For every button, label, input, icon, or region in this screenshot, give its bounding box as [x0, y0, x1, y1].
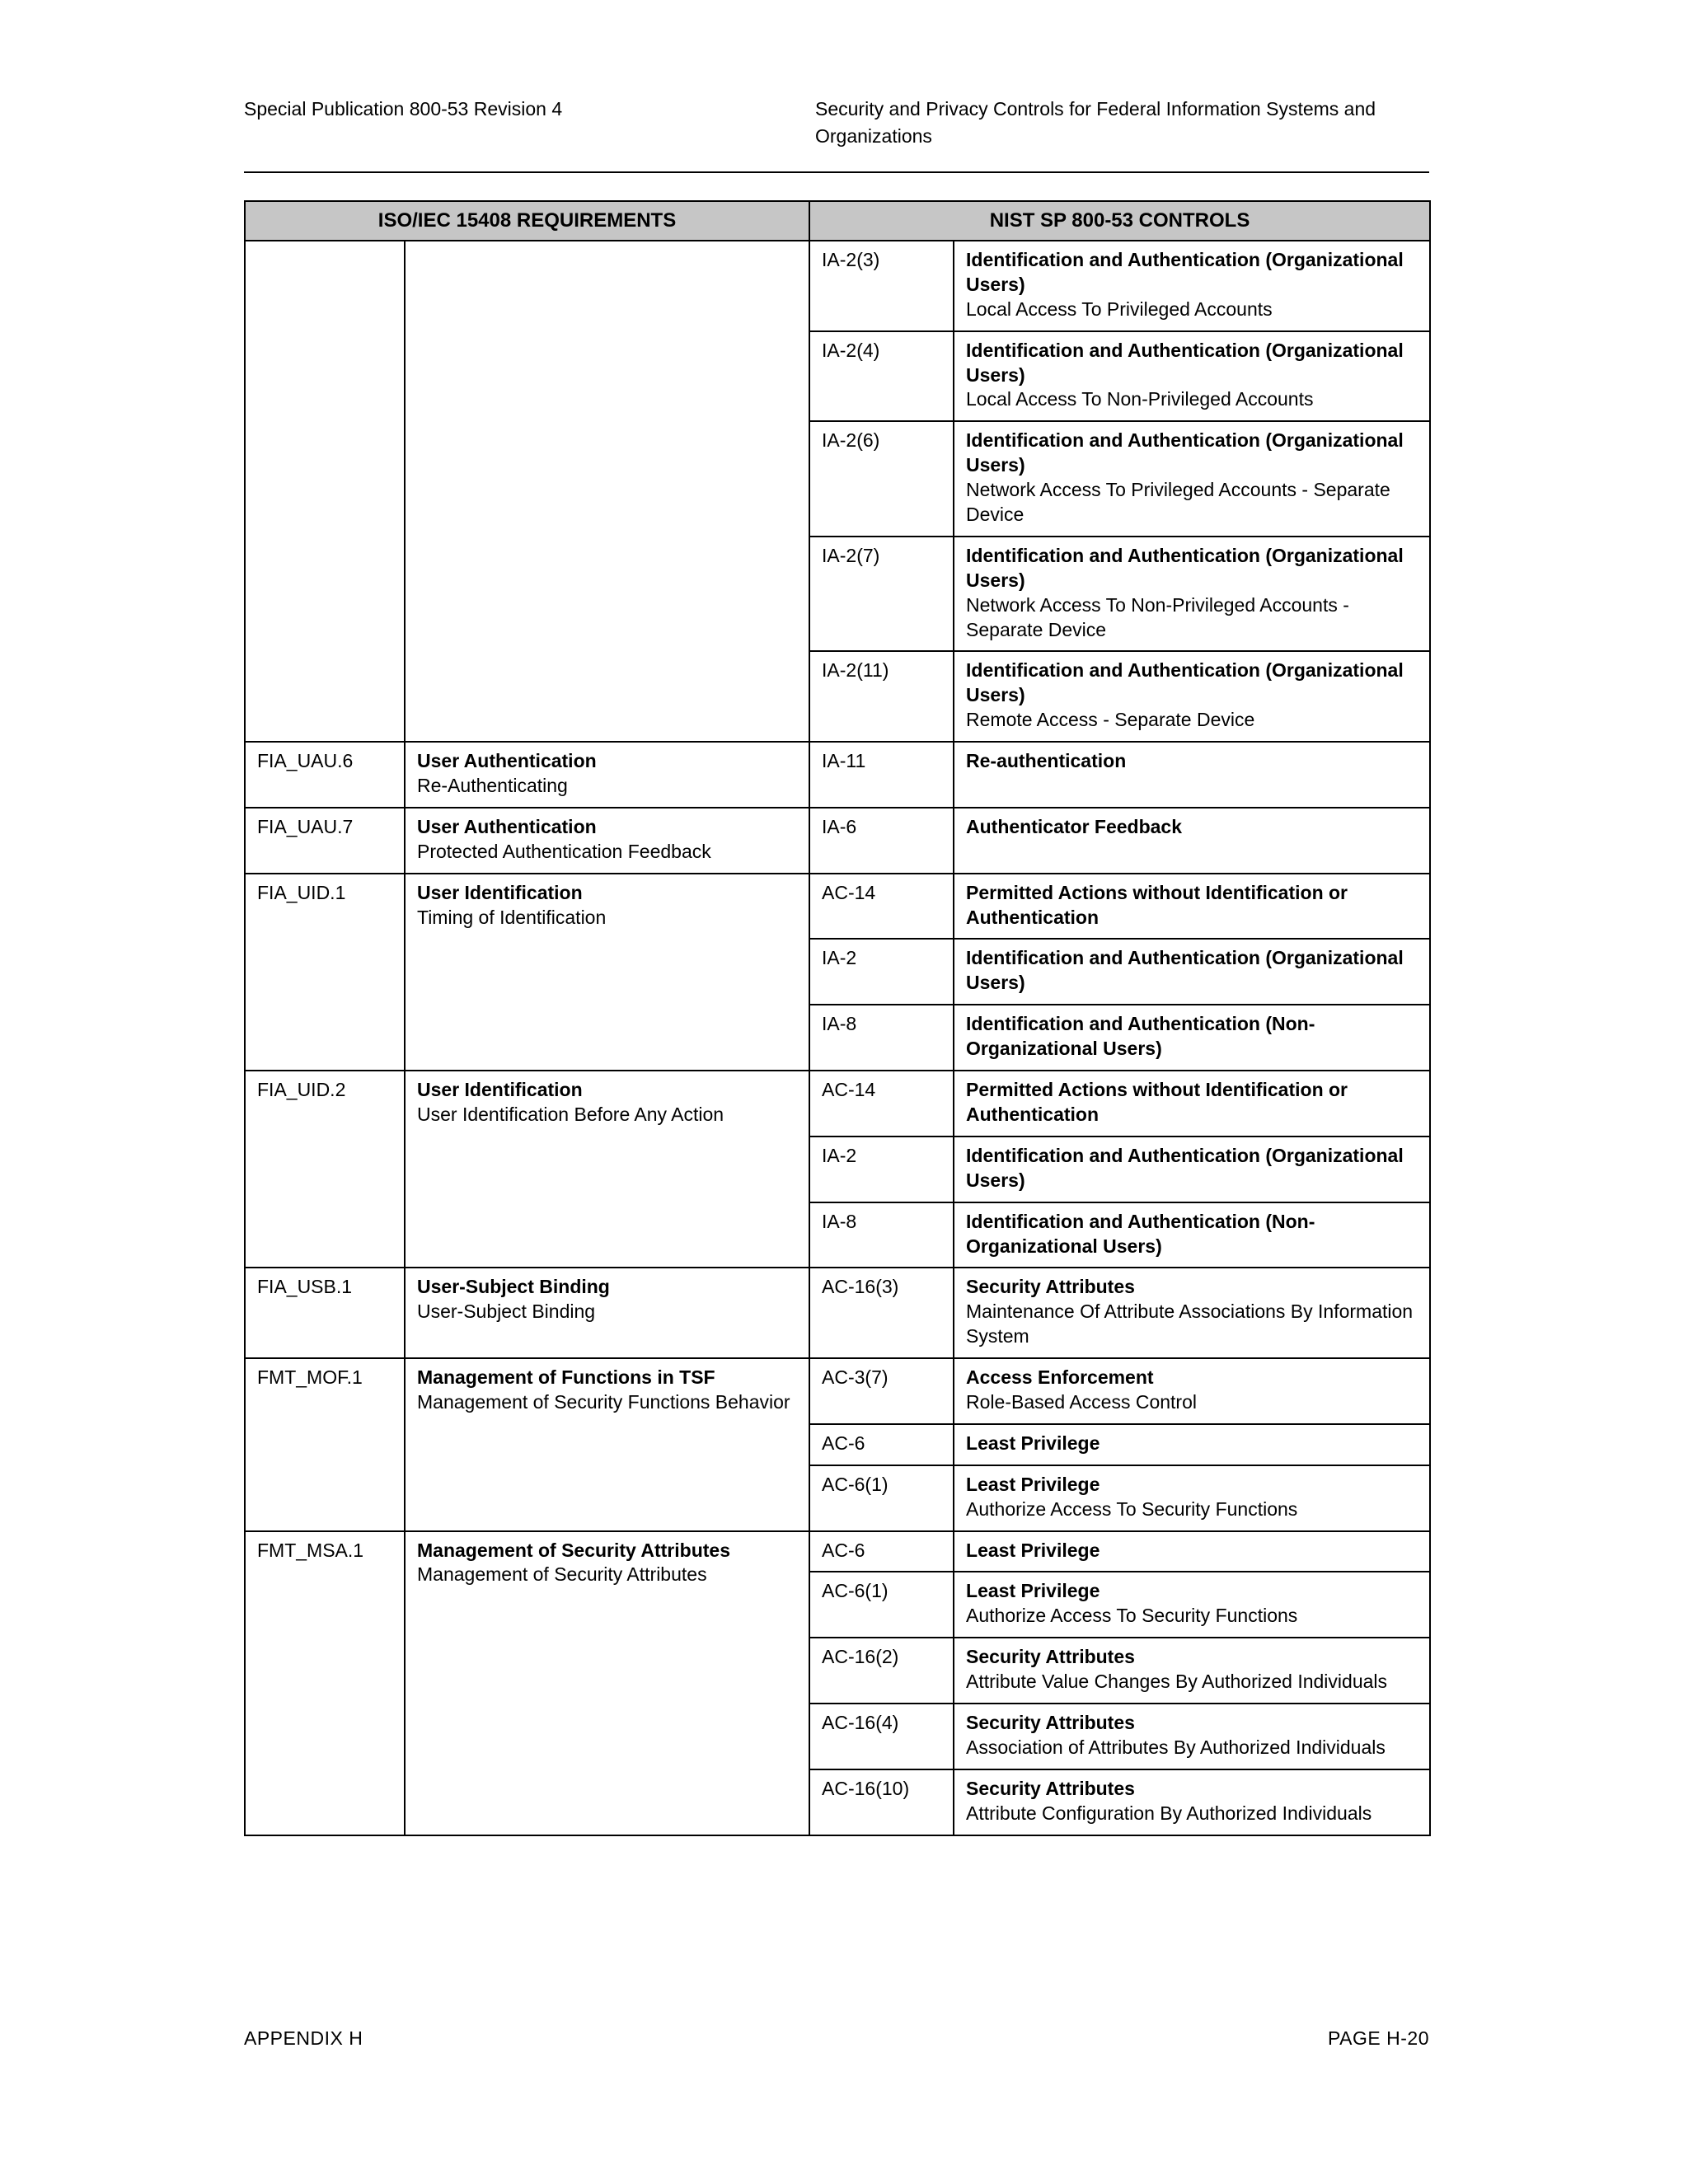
control-code-cell: AC-16(2)	[809, 1638, 954, 1704]
control-subtitle: Attribute Value Changes By Authorized Individuals	[966, 1671, 1388, 1693]
control-title: Identification and Authentication (Non-Organizational Users)	[966, 1013, 1315, 1060]
iso-desc-cell	[405, 1358, 809, 1530]
iso-subtitle: Protected Authentication Feedback	[417, 840, 711, 862]
iso-desc-cell	[405, 808, 809, 874]
table-row	[245, 808, 1430, 874]
control-code-cell: IA-8	[809, 1202, 954, 1268]
control-title: Security Attributes	[966, 1777, 1135, 1799]
control-title: Least Privilege	[966, 1580, 1100, 1602]
iso-subtitle: User-Subject Binding	[417, 1301, 596, 1323]
control-title: Security Attributes	[966, 1276, 1135, 1298]
header-rule	[244, 171, 1429, 173]
control-code-cell: AC-16(3)	[809, 1268, 954, 1358]
control-code-cell: IA-2(4)	[809, 331, 954, 422]
iso-title: User-Subject Binding	[417, 1276, 610, 1298]
control-desc-cell	[954, 1704, 1430, 1769]
table-row	[245, 1358, 1430, 1424]
control-title: Access Enforcement	[966, 1366, 1154, 1389]
iso-code-cell: FIA_UAU.7	[245, 808, 405, 874]
control-title: Identification and Authentication (Organizational Users)	[966, 544, 1404, 591]
iso-title: User Identification	[417, 881, 583, 903]
iso-desc-cell	[405, 742, 809, 808]
control-title: Permitted Actions without Identification or Authentication	[966, 881, 1348, 928]
control-title: Authenticator Feedback	[966, 815, 1183, 837]
iso-title: User Authentication	[417, 815, 597, 837]
control-desc-cell	[954, 1137, 1430, 1202]
iso-desc-cell-empty	[405, 241, 809, 742]
table-row	[245, 874, 1430, 940]
control-code-cell: IA-6	[809, 808, 954, 874]
iso-code-cell: FMT_MOF.1	[245, 1358, 405, 1530]
iso-desc-cell	[405, 1268, 809, 1358]
iso-code-cell: FMT_MSA.1	[245, 1531, 405, 1835]
control-code-cell: AC-6(1)	[809, 1572, 954, 1638]
control-desc-cell	[954, 1202, 1430, 1268]
control-subtitle: Remote Access - Separate Device	[966, 709, 1255, 731]
control-code-cell: AC-14	[809, 1071, 954, 1137]
iso-subtitle: Timing of Identification	[417, 906, 607, 928]
control-desc-cell	[954, 1005, 1430, 1071]
control-title: Re-authentication	[966, 750, 1127, 772]
control-subtitle: Authorize Access To Security Functions	[966, 1605, 1298, 1627]
table-header-row	[245, 201, 1430, 241]
control-subtitle: Attribute Configuration By Authorized Individuals	[966, 1802, 1372, 1824]
control-code-cell: AC-6	[809, 1531, 954, 1572]
table-row	[245, 742, 1430, 808]
control-desc-cell	[954, 1769, 1430, 1835]
control-title: Identification and Authentication (Organizational Users)	[966, 339, 1404, 386]
control-code-cell: AC-6(1)	[809, 1465, 954, 1531]
control-title: Security Attributes	[966, 1646, 1135, 1668]
iso-code-cell: FIA_UID.2	[245, 1071, 405, 1268]
control-title: Identification and Authentication (Organizational Users)	[966, 249, 1404, 295]
iso-subtitle: Re-Authenticating	[417, 775, 568, 797]
control-desc-cell	[954, 1572, 1430, 1638]
control-desc-cell	[954, 874, 1430, 940]
iso-subtitle: User Identification Before Any Action	[417, 1103, 724, 1125]
control-code-cell: IA-2(7)	[809, 537, 954, 652]
control-desc-cell	[954, 1268, 1430, 1358]
running-header-right: Security and Privacy Controls for Federal Information Systems and Organizations	[815, 98, 1376, 148]
running-header-left: Special Publication 800-53 Revision 4	[244, 98, 563, 120]
control-desc-cell	[954, 1358, 1430, 1424]
control-code-cell: AC-16(10)	[809, 1769, 954, 1835]
table-row	[245, 1071, 1430, 1137]
control-subtitle: Local Access To Non-Privileged Accounts	[966, 388, 1314, 410]
iso-desc-cell	[405, 1531, 809, 1835]
control-desc-cell	[954, 808, 1430, 874]
iso-title: User Authentication	[417, 750, 597, 772]
control-desc-cell	[954, 421, 1430, 537]
control-title: Least Privilege	[966, 1473, 1100, 1495]
nist-controls-header: NIST SP 800-53 CONTROLS	[809, 201, 1430, 241]
control-desc-cell	[954, 1638, 1430, 1704]
control-code-cell: IA-2(11)	[809, 651, 954, 742]
control-subtitle: Network Access To Privileged Accounts - Separate Device	[966, 479, 1390, 526]
control-subtitle: Association of Attributes By Authorized Individuals	[966, 1736, 1386, 1758]
control-code-cell: IA-2(3)	[809, 241, 954, 331]
iso-desc-cell	[405, 874, 809, 1071]
control-subtitle: Authorize Access To Security Functions	[966, 1497, 1298, 1520]
control-code-cell: IA-2	[809, 1137, 954, 1202]
iso-desc-cell	[405, 1071, 809, 1268]
control-title: Identification and Authentication (Organizational Users)	[966, 429, 1404, 476]
control-code-cell: AC-6	[809, 1424, 954, 1465]
iso-subtitle: Management of Security Functions Behavior	[417, 1390, 790, 1413]
control-title: Least Privilege	[966, 1539, 1100, 1561]
control-desc-cell	[954, 939, 1430, 1005]
control-code-cell: IA-11	[809, 742, 954, 808]
control-code-cell: AC-16(4)	[809, 1704, 954, 1769]
iso-nist-mapping-table	[244, 200, 1431, 1836]
control-subtitle: Local Access To Privileged Accounts	[966, 298, 1273, 320]
iso-title: User Identification	[417, 1079, 583, 1101]
control-title: Identification and Authentication (Organizational Users)	[966, 947, 1404, 994]
footer-appendix-label: APPENDIX H	[244, 2027, 363, 2049]
table-row	[245, 1268, 1430, 1358]
control-title: Security Attributes	[966, 1711, 1135, 1733]
iso-code-cell: FIA_USB.1	[245, 1268, 405, 1358]
control-desc-cell	[954, 331, 1430, 422]
running-footer	[244, 2027, 1429, 2050]
iso-title: Management of Functions in TSF	[417, 1366, 715, 1389]
control-desc-cell	[954, 537, 1430, 652]
iso-subtitle: Management of Security Attributes	[417, 1563, 707, 1586]
control-subtitle: Role-Based Access Control	[966, 1390, 1197, 1413]
table-row	[245, 241, 1430, 331]
control-code-cell: AC-3(7)	[809, 1358, 954, 1424]
control-desc-cell	[954, 241, 1430, 331]
control-title: Permitted Actions without Identification or Authentication	[966, 1079, 1348, 1125]
control-title: Identification and Authentication (Non-Organizational Users)	[966, 1210, 1315, 1257]
control-subtitle: Maintenance Of Attribute Associations By Information System	[966, 1301, 1414, 1347]
control-code-cell: IA-8	[809, 1005, 954, 1071]
control-title: Least Privilege	[966, 1432, 1100, 1454]
control-title: Identification and Authentication (Organizational Users)	[966, 659, 1404, 706]
control-desc-cell	[954, 1531, 1430, 1572]
control-subtitle: Network Access To Non-Privileged Accounts - Separate Device	[966, 593, 1349, 640]
table-row	[245, 1531, 1430, 1572]
iso-title: Management of Security Attributes	[417, 1539, 730, 1561]
control-desc-cell	[954, 1424, 1430, 1465]
footer-page-number: PAGE H-20	[1328, 2027, 1429, 2049]
control-desc-cell	[954, 1465, 1430, 1531]
control-code-cell: AC-14	[809, 874, 954, 940]
control-code-cell: IA-2	[809, 939, 954, 1005]
iso-code-cell: FIA_UID.1	[245, 874, 405, 1071]
iso-code-cell-empty	[245, 241, 405, 742]
iso-requirements-header: ISO/IEC 15408 REQUIREMENTS	[245, 201, 809, 241]
control-desc-cell	[954, 651, 1430, 742]
control-code-cell: IA-2(6)	[809, 421, 954, 537]
control-title: Identification and Authentication (Organizational Users)	[966, 1144, 1404, 1191]
control-desc-cell	[954, 1071, 1430, 1137]
iso-code-cell: FIA_UAU.6	[245, 742, 405, 808]
control-desc-cell	[954, 742, 1430, 808]
